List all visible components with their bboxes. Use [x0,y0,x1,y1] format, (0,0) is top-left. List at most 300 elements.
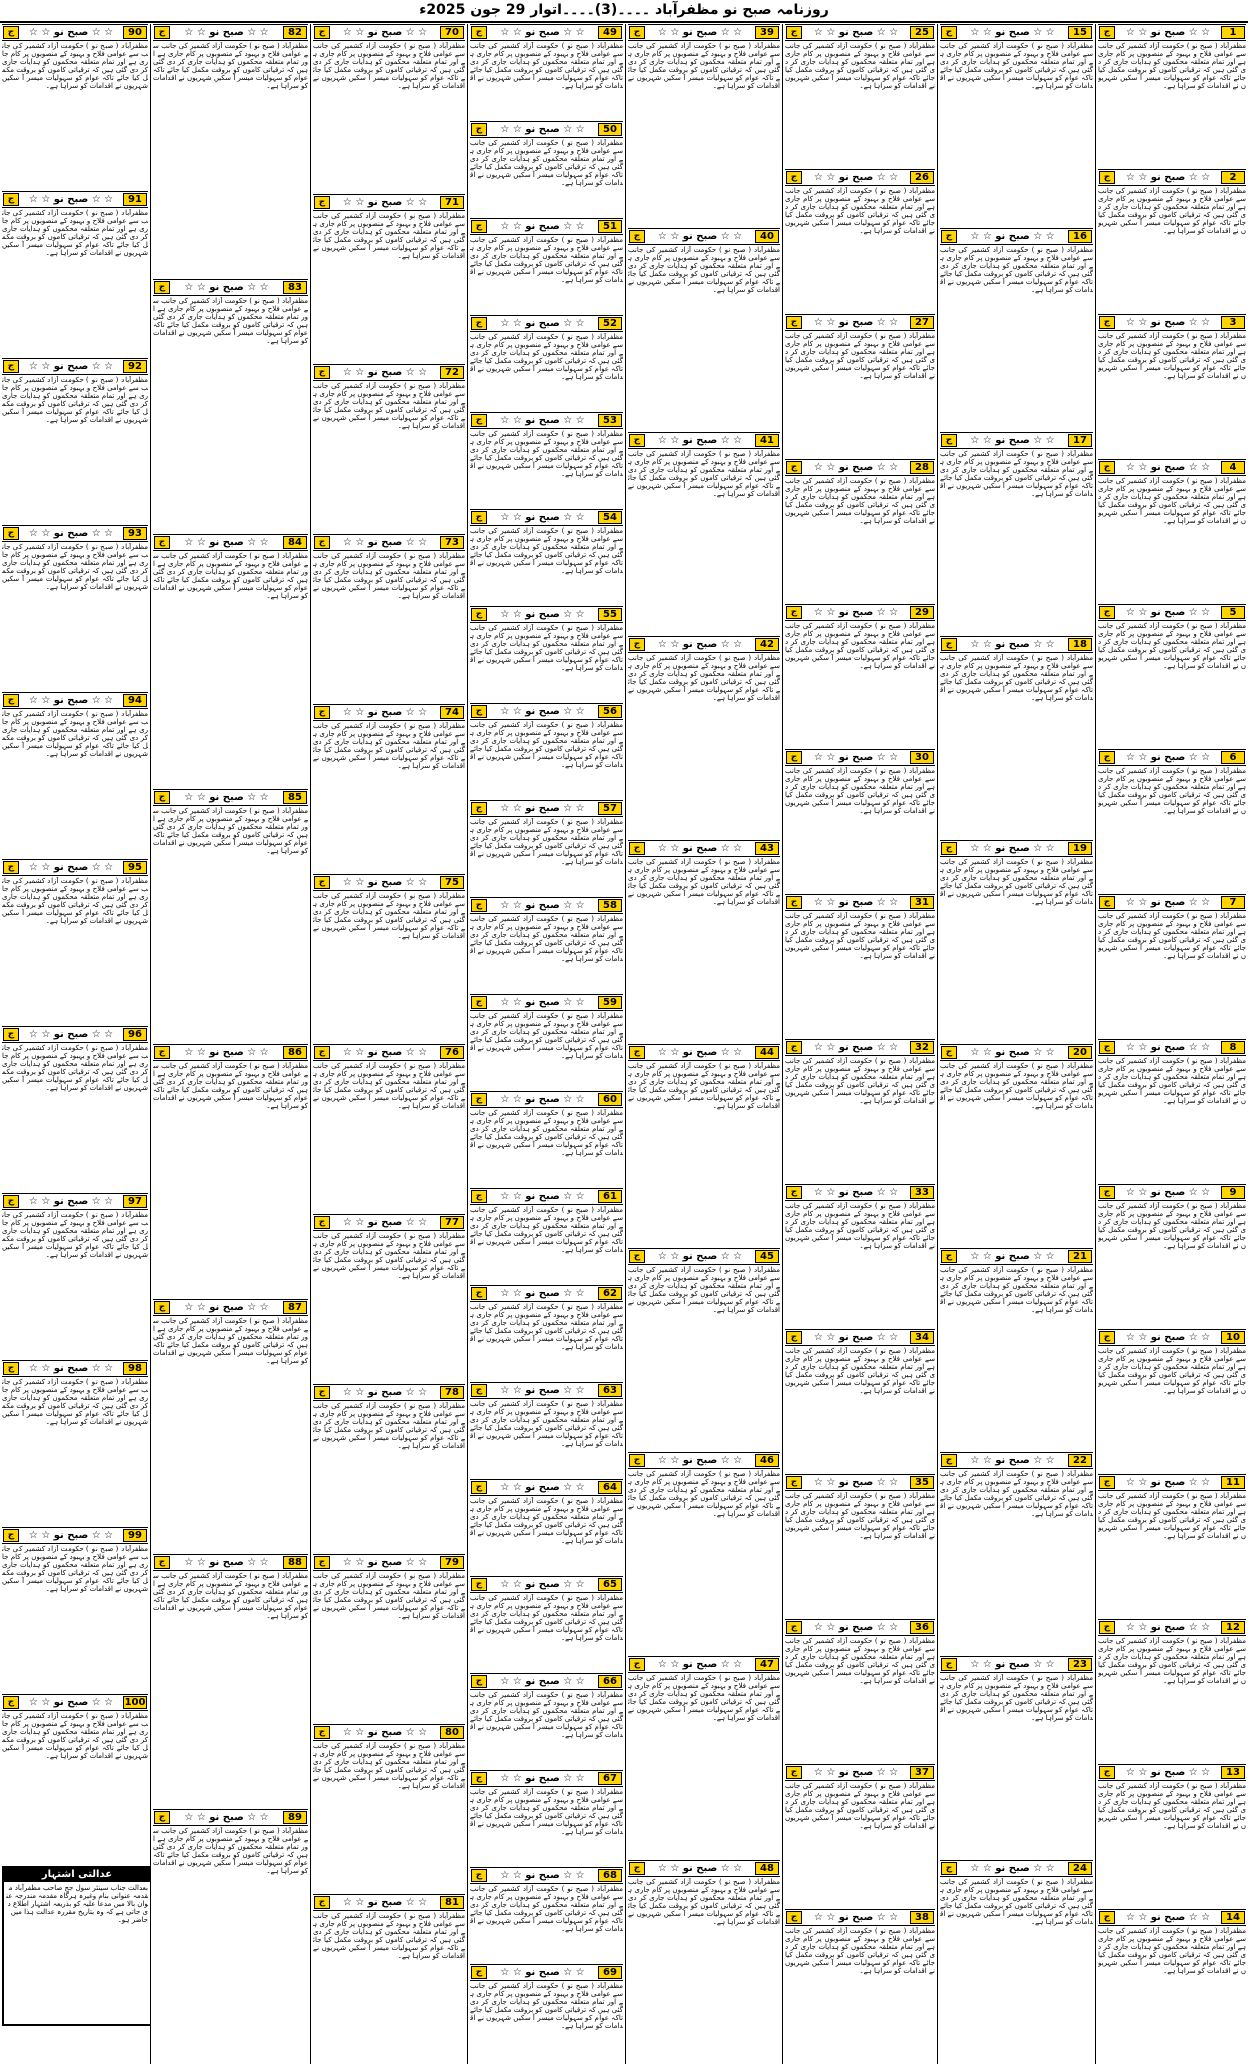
story-number: 61 [598,1190,622,1203]
news-story [940,1248,1093,1452]
story-header [628,1452,780,1469]
story-banner: ☆ ☆ صبح نو ☆ ☆ [1125,751,1211,763]
story-number: 72 [440,366,464,379]
story-header [1098,459,1246,476]
news-story [785,459,935,604]
news-story [1098,604,1246,749]
story-banner: ☆ ☆ صبح نو ☆ ☆ [1125,1766,1211,1778]
story-banner: ☆ ☆ صبح نو ☆ ☆ [813,1766,899,1778]
story-body: مظفرآباد ( صبح نو ) حکومت آزاد کشمیر کی جانب سے عوامی فلاح و بہبود کے منصوبوں پر کام جاری ہے اور تمام متعلقہ محکموں کو ہدایات جاری کر دی گئی ہیں کہ ترقیاتی کاموں کو بروقت مکمل کیا جائے تاکہ عوام کو سہولیات میسر آ سکیں شہریوں نے اقدامات کو سراہا ہے۔ [313,892,465,940]
story-number: 31 [910,896,934,909]
story-number: 29 [910,606,934,619]
news-story [1098,24,1246,169]
story-tag: ج [314,1726,330,1739]
news-story [785,1619,935,1764]
story-tag: ج [471,1675,487,1688]
news-story [153,24,308,279]
story-header [2,1026,148,1043]
story-tag: ج [471,1772,487,1785]
story-number: 81 [440,1896,464,1909]
story-body: مظفرآباد ( صبح نو ) حکومت آزاد کشمیر کی جانب سے عوامی فلاح و بہبود کے منصوبوں پر کام جاری ہے اور تمام متعلقہ محکموں کو ہدایات جاری کر دی گئی ہیں کہ ترقیاتی کاموں کو بروقت مکمل کیا جائے تاکہ عوام کو سہولیات میسر آ سکیں شہریوں نے اقدامات کو سراہا ہے۔ [313,42,465,90]
story-banner: ☆ ☆ صبح نو ☆ ☆ [342,1386,428,1398]
story-number: 91 [123,193,147,206]
news-story [313,874,465,1044]
news-story [470,800,623,897]
story-body: مظفرآباد ( صبح نو ) حکومت آزاد کشمیر کی جانب سے عوامی فلاح و بہبود کے منصوبوں پر کام جاری ہے اور تمام متعلقہ محکموں کو ہدایات جاری کر دی گئی ہیں کہ ترقیاتی کاموں کو بروقت مکمل کیا جائے تاکہ عوام کو سہولیات میسر آ سکیں شہریوں نے اقدامات کو سراہا ہے۔ [1098,767,1246,815]
story-banner: ☆ ☆ صبح نو ☆ ☆ [813,1476,899,1488]
news-story [470,1673,623,1770]
story-banner: ☆ ☆ صبح نو ☆ ☆ [28,1195,114,1207]
story-banner: ☆ ☆ صبح نو ☆ ☆ [657,1046,743,1058]
news-story [470,1964,623,2061]
story-header [2,1360,148,1377]
story-number: 89 [283,1811,307,1824]
story-banner: ☆ ☆ صبح نو ☆ ☆ [184,791,269,803]
story-tag: ج [314,706,330,719]
story-body: مظفرآباد ( صبح نو ) حکومت آزاد کشمیر کی جانب سے عوامی فلاح و بہبود کے منصوبوں پر کام جاری ہے اور تمام متعلقہ محکموں کو ہدایات جاری کر دی گئی ہیں کہ ترقیاتی کاموں کو بروقت مکمل کیا جائے تاکہ عوام کو سہولیات میسر آ سکیں شہریوں نے اقدامات کو سراہا ہے۔ [470,1206,623,1254]
story-banner: ☆ ☆ صبح نو ☆ ☆ [1125,896,1211,908]
story-tag: ج [1099,1476,1115,1489]
story-banner: ☆ ☆ صبح نو ☆ ☆ [657,434,743,446]
story-header [1098,894,1246,911]
story-tag: ج [314,1896,330,1909]
story-tag: ج [3,1195,19,1208]
news-story [1098,1619,1246,1764]
story-banner: ☆ ☆ صبح نو ☆ ☆ [813,26,899,38]
news-story [313,1384,465,1554]
story-number: 4 [1221,461,1245,474]
news-story [940,228,1093,432]
story-banner: ☆ ☆ صبح نو ☆ ☆ [500,899,585,911]
news-story [470,1479,623,1576]
story-number: 13 [1221,1766,1245,1779]
story-tag: ج [471,123,487,136]
story-number: 92 [123,360,147,373]
news-story [785,314,935,459]
story-number: 58 [598,899,622,912]
story-banner: ☆ ☆ صبح نو ☆ ☆ [28,193,114,205]
story-banner: ☆ ☆ صبح نو ☆ ☆ [500,608,585,620]
news-story [2,859,148,1026]
story-banner: ☆ ☆ صبح نو ☆ ☆ [813,751,899,763]
story-body: مظفرآباد ( صبح نو ) حکومت آزاد کشمیر کی جانب سے عوامی فلاح و بہبود کے منصوبوں پر کام جاری ہے اور تمام متعلقہ محکموں کو ہدایات جاری کر دی گئی ہیں کہ ترقیاتی کاموں کو بروقت مکمل کیا جائے تاکہ عوام کو سہولیات میسر آ سکیں شہریوں نے اقدامات کو سراہا ہے۔ [628,246,780,294]
story-number: 6 [1221,751,1245,764]
story-tag: ج [471,1869,487,1882]
story-body: مظفرآباد ( صبح نو ) حکومت آزاد کشمیر کی جانب سے عوامی فلاح و بہبود کے منصوبوں پر کام جاری ہے اور تمام متعلقہ محکموں کو ہدایات جاری کر دی گئی ہیں کہ ترقیاتی کاموں کو بروقت مکمل کیا جائے تاکہ عوام کو سہولیات میسر آ سکیں شہریوں نے اقدامات کو سراہا ہے۔ [313,722,465,770]
story-banner: ☆ ☆ صبح نو ☆ ☆ [500,705,585,717]
story-header [940,432,1093,449]
story-banner: ☆ ☆ صبح نو ☆ ☆ [970,1658,1055,1670]
story-tag: ج [1099,1331,1115,1344]
story-banner: ☆ ☆ صبح نو ☆ ☆ [184,1301,269,1313]
story-header [940,24,1093,41]
story-tag: ج [629,434,645,447]
story-body: مظفرآباد ( صبح نو ) حکومت آزاد کشمیر کی جانب سے عوامی فلاح و بہبود کے منصوبوں پر کام جاری ہے اور تمام متعلقہ محکموں کو ہدایات جاری کر دی گئی ہیں کہ ترقیاتی کاموں کو بروقت مکمل کیا جائے تاکہ عوام کو سہولیات میسر آ سکیں شہریوں نے اقدامات کو سراہا ہے۔ [313,1572,465,1620]
story-header [785,1184,935,1201]
story-number: 76 [440,1046,464,1059]
story-header [1098,1329,1246,1346]
story-header [153,1299,308,1316]
story-number: 14 [1221,1911,1245,1924]
news-story [2,1360,148,1527]
story-number: 79 [440,1556,464,1569]
story-tag: ج [786,1621,802,1634]
story-number: 56 [598,705,622,718]
news-story [628,1656,780,1860]
story-tag: ج [154,1046,170,1059]
story-tag: ج [941,1862,957,1875]
story-tag: ج [471,996,487,1009]
story-banner: ☆ ☆ صبح نو ☆ ☆ [500,1578,585,1590]
story-body: مظفرآباد ( صبح نو ) حکومت آزاد کشمیر کی جانب سے عوامی فلاح و بہبود کے منصوبوں پر کام جاری ہے اور تمام متعلقہ محکموں کو ہدایات جاری کر دی گئی ہیں کہ ترقیاتی کاموں کو بروقت مکمل کیا جائے تاکہ عوام کو سہولیات میسر آ سکیں شہریوں نے اقدامات کو سراہا ہے۔ [470,1982,623,2030]
news-story [153,1044,308,1299]
story-body: مظفرآباد ( صبح نو ) حکومت آزاد کشمیر کی جانب سے عوامی فلاح و بہبود کے منصوبوں پر کام جاری ہے اور تمام متعلقہ محکموں کو ہدایات جاری کر دی گئی ہیں کہ ترقیاتی کاموں کو بروقت مکمل کیا جائے تاکہ عوام کو سہولیات میسر آ سکیں شہریوں نے اقدامات کو سراہا ہے۔ [313,1912,465,1960]
story-header [785,1329,935,1346]
story-body: مظفرآباد ( صبح نو ) حکومت آزاد کشمیر کی جانب سے عوامی فلاح و بہبود کے منصوبوں پر کام جاری ہے اور تمام متعلقہ محکموں کو ہدایات جاری کر دی گئی ہیں کہ ترقیاتی کاموں کو بروقت مکمل کیا جائے تاکہ عوام کو سہولیات میسر آ سکیں شہریوں نے اقدامات کو سراہا ہے۔ [2,1712,148,1760]
story-tag: ج [629,1250,645,1263]
story-number: 57 [598,802,622,815]
news-story [313,1554,465,1724]
court-notice [2,1866,150,2026]
story-number: 53 [598,414,622,427]
story-header [1098,24,1246,41]
story-tag: ج [314,536,330,549]
story-body: مظفرآباد ( صبح نو ) حکومت آزاد کشمیر کی جانب سے عوامی فلاح و بہبود کے منصوبوں پر کام جاری ہے اور تمام متعلقہ محکموں کو ہدایات جاری کر دی گئی ہیں کہ ترقیاتی کاموں کو بروقت مکمل کیا جائے تاکہ عوام کو سہولیات میسر آ سکیں شہریوں نے اقدامات کو سراہا ہے۔ [470,1109,623,1157]
story-header [153,1044,308,1061]
story-header [470,412,623,429]
story-number: 75 [440,876,464,889]
story-banner: ☆ ☆ صبح نو ☆ ☆ [1125,1911,1211,1923]
news-story [2,1694,148,1861]
story-body: مظفرآباد ( صبح نو ) حکومت آزاد کشمیر کی جانب سے عوامی فلاح و بہبود کے منصوبوں پر کام جاری ہے اور تمام متعلقہ محکموں کو ہدایات جاری کر دی گئی ہیں کہ ترقیاتی کاموں کو بروقت مکمل کیا جائے تاکہ عوام کو سہولیات میسر آ سکیں شہریوں نے اقدامات کو سراہا ہے۔ [313,212,465,260]
story-tag: ج [471,899,487,912]
story-number: 42 [755,638,779,651]
story-body: مظفرآباد ( صبح نو ) حکومت آزاد کشمیر کی جانب سے عوامی فلاح و بہبود کے منصوبوں پر کام جاری ہے اور تمام متعلقہ محکموں کو ہدایات جاری کر دی گئی ہیں کہ ترقیاتی کاموں کو بروقت مکمل کیا جائے تاکہ عوام کو سہولیات میسر آ سکیں شہریوں نے اقدامات کو سراہا ہے۔ [153,1317,308,1365]
story-tag: ج [471,511,487,524]
story-body: مظفرآباد ( صبح نو ) حکومت آزاد کشمیر کی جانب سے عوامی فلاح و بہبود کے منصوبوں پر کام جاری ہے اور تمام متعلقہ محکموں کو ہدایات جاری کر دی گئی ہیں کہ ترقیاتی کاموں کو بروقت مکمل کیا جائے تاکہ عوام کو سہولیات میسر آ سکیں شہریوں نے اقدامات کو سراہا ہے۔ [1098,187,1246,235]
news-column [310,24,467,2064]
story-tag: ج [941,26,957,39]
story-banner: ☆ ☆ صبح نو ☆ ☆ [1125,171,1211,183]
story-banner: ☆ ☆ صبح نو ☆ ☆ [500,220,585,232]
story-number: 32 [910,1041,934,1054]
story-header [470,218,623,235]
news-story [628,1860,780,2064]
news-story [785,604,935,749]
story-header [470,1770,623,1787]
story-body: مظفرآباد ( صبح نو ) حکومت آزاد کشمیر کی جانب سے عوامی فلاح و بہبود کے منصوبوں پر کام جاری ہے اور تمام متعلقہ محکموں کو ہدایات جاری کر دی گئی ہیں کہ ترقیاتی کاموں کو بروقت مکمل کیا جائے تاکہ عوام کو سہولیات میسر آ سکیں شہریوں نے اقدامات کو سراہا ہے۔ [153,1572,308,1620]
story-body: مظفرآباد ( صبح نو ) حکومت آزاد کشمیر کی جانب سے عوامی فلاح و بہبود کے منصوبوں پر کام جاری ہے اور تمام متعلقہ محکموں کو ہدایات جاری کر دی گئی ہیں کہ ترقیاتی کاموں کو بروقت مکمل کیا جائے تاکہ عوام کو سہولیات میسر آ سکیں شہریوں نے اقدامات کو سراہا ہے۔ [785,187,935,235]
story-tag: ج [154,536,170,549]
news-story [785,1474,935,1619]
story-number: 15 [1068,26,1092,39]
story-header [470,800,623,817]
story-tag: ج [3,527,19,540]
story-body: مظفرآباد ( صبح نو ) حکومت آزاد کشمیر کی جانب سے عوامی فلاح و بہبود کے منصوبوں پر کام جاری ہے اور تمام متعلقہ محکموں کو ہدایات جاری کر دی گئی ہیں کہ ترقیاتی کاموں کو بروقت مکمل کیا جائے تاکہ عوام کو سہولیات میسر آ سکیں شہریوں نے اقدامات کو سراہا ہے۔ [470,721,623,769]
story-body: مظفرآباد ( صبح نو ) حکومت آزاد کشمیر کی جانب سے عوامی فلاح و بہبود کے منصوبوں پر کام جاری ہے اور تمام متعلقہ محکموں کو ہدایات جاری کر دی گئی ہیں کہ ترقیاتی کاموں کو بروقت مکمل کیا جائے تاکہ عوام کو سہولیات میسر آ سکیں شہریوں نے اقدامات کو سراہا ہے۔ [785,912,935,960]
story-body: مظفرآباد ( صبح نو ) حکومت آزاد کشمیر کی جانب سے عوامی فلاح و بہبود کے منصوبوں پر کام جاری ہے اور تمام متعلقہ محکموں کو ہدایات جاری کر دی گئی ہیں کہ ترقیاتی کاموں کو بروقت مکمل کیا جائے تاکہ عوام کو سہولیات میسر آ سکیں شہریوں نے اقدامات کو سراہا ہے۔ [153,552,308,600]
news-story [470,315,623,412]
story-number: 46 [755,1454,779,1467]
story-header [1098,169,1246,186]
story-body: مظفرآباد ( صبح نو ) حکومت آزاد کشمیر کی جانب سے عوامی فلاح و بہبود کے منصوبوں پر کام جاری ہے اور تمام متعلقہ محکموں کو ہدایات جاری کر دی گئی ہیں کہ ترقیاتی کاموں کو بروقت مکمل کیا جائے تاکہ عوام کو سہولیات میسر آ سکیں شہریوں نے اقدامات کو سراہا ہے۔ [940,1878,1093,1926]
story-banner: ☆ ☆ صبح نو ☆ ☆ [342,26,428,38]
story-tag: ج [786,461,802,474]
story-tag: ج [1099,1186,1115,1199]
story-header [153,24,308,41]
story-tag: ج [471,317,487,330]
story-tag: ج [1099,461,1115,474]
story-tag: ج [629,1454,645,1467]
story-body: مظفرآباد ( صبح نو ) حکومت آزاد کشمیر کی جانب سے عوامی فلاح و بہبود کے منصوبوں پر کام جاری ہے اور تمام متعلقہ محکموں کو ہدایات جاری کر دی گئی ہیں کہ ترقیاتی کاموں کو بروقت مکمل کیا جائے تاکہ عوام کو سہولیات میسر آ سکیں شہریوں نے اقدامات کو سراہا ہے۔ [628,1062,780,1110]
story-tag: ج [3,360,19,373]
story-number: 88 [283,1556,307,1569]
story-tag: ج [1099,171,1115,184]
news-story [313,1894,465,2064]
story-header [785,1039,935,1056]
news-story [313,1724,465,1894]
story-header [153,1554,308,1571]
news-story [785,1039,935,1184]
story-header [470,1673,623,1690]
story-header [470,1479,623,1496]
story-number: 52 [598,317,622,330]
story-number: 17 [1068,434,1092,447]
story-number: 37 [910,1766,934,1779]
story-number: 39 [755,26,779,39]
story-banner: ☆ ☆ صبح نو ☆ ☆ [970,638,1055,650]
story-banner: ☆ ☆ صبح نو ☆ ☆ [500,317,585,329]
story-header [628,1656,780,1673]
news-story [1098,314,1246,459]
story-banner: ☆ ☆ صبح نو ☆ ☆ [1125,1331,1211,1343]
story-tag: ج [786,1186,802,1199]
story-header [628,1044,780,1061]
story-tag: ج [941,1046,957,1059]
news-story [470,897,623,994]
news-story [628,840,780,1044]
news-story [2,1193,148,1360]
story-tag: ج [471,220,487,233]
story-body: مظفرآباد ( صبح نو ) حکومت آزاد کشمیر کی جانب سے عوامی فلاح و بہبود کے منصوبوں پر کام جاری ہے اور تمام متعلقہ محکموں کو ہدایات جاری کر دی گئی ہیں کہ ترقیاتی کاموں کو بروقت مکمل کیا جائے تاکہ عوام کو سہولیات میسر آ سکیں شہریوں نے اقدامات کو سراہا ہے۔ [785,42,935,90]
story-number: 3 [1221,316,1245,329]
story-tag: ج [471,1966,487,1979]
story-number: 48 [755,1862,779,1875]
story-number: 49 [598,26,622,39]
story-header [470,1964,623,1981]
story-body: مظفرآباد ( صبح نو ) حکومت آزاد کشمیر کی جانب سے عوامی فلاح و بہبود کے منصوبوں پر کام جاری ہے اور تمام متعلقہ محکموں کو ہدایات جاری کر دی گئی ہیں کہ ترقیاتی کاموں کو بروقت مکمل کیا جائے تاکہ عوام کو سہولیات میسر آ سکیں شہریوں نے اقدامات کو سراہا ہے۔ [153,807,308,855]
story-number: 96 [123,1028,147,1041]
story-tag: ج [629,1046,645,1059]
story-banner: ☆ ☆ صبح نو ☆ ☆ [184,1811,269,1823]
news-story [470,1188,623,1285]
story-banner: ☆ ☆ صبح نو ☆ ☆ [500,511,585,523]
story-tag: ج [786,1476,802,1489]
story-tag: ج [154,1556,170,1569]
story-body: مظفرآباد ( صبح نو ) حکومت آزاد کشمیر کی جانب سے عوامی فلاح و بہبود کے منصوبوں پر کام جاری ہے اور تمام متعلقہ محکموں کو ہدایات جاری کر دی گئی ہیں کہ ترقیاتی کاموں کو بروقت مکمل کیا جائے تاکہ عوام کو سہولیات میسر آ سکیں شہریوں نے اقدامات کو سراہا ہے۔ [785,1782,935,1830]
story-number: 68 [598,1869,622,1882]
story-header [1098,749,1246,766]
story-body: مظفرآباد ( صبح نو ) حکومت آزاد کشمیر کی جانب سے عوامی فلاح و بہبود کے منصوبوں پر کام جاری ہے اور تمام متعلقہ محکموں کو ہدایات جاری کر دی گئی ہیں کہ ترقیاتی کاموں کو بروقت مکمل کیا جائے تاکہ عوام کو سہولیات میسر آ سکیں شہریوں نے اقدامات کو سراہا ہے۔ [470,624,623,672]
story-banner: ☆ ☆ صبح نو ☆ ☆ [813,606,899,618]
story-number: 16 [1068,230,1092,243]
story-number: 55 [598,608,622,621]
news-story [2,24,148,191]
story-header [313,1044,465,1061]
story-banner: ☆ ☆ صبح نو ☆ ☆ [28,527,114,539]
story-header [628,840,780,857]
news-story [1098,1184,1246,1329]
story-header [940,1860,1093,1877]
story-number: 2 [1221,171,1245,184]
story-header [2,24,148,41]
story-tag: ج [786,1911,802,1924]
story-number: 95 [123,861,147,874]
story-body: مظفرآباد ( صبح نو ) حکومت آزاد کشمیر کی جانب سے عوامی فلاح و بہبود کے منصوبوں پر کام جاری ہے اور تمام متعلقہ محکموں کو ہدایات جاری کر دی گئی ہیں کہ ترقیاتی کاموں کو بروقت مکمل کیا جائے تاکہ عوام کو سہولیات میسر آ سکیں شہریوں نے اقدامات کو سراہا ہے۔ [1098,912,1246,960]
story-tag: ج [314,876,330,889]
story-body: مظفرآباد ( صبح نو ) حکومت آزاد کشمیر کی جانب سے عوامی فلاح و بہبود کے منصوبوں پر کام جاری ہے اور تمام متعلقہ محکموں کو ہدایات جاری کر دی گئی ہیں کہ ترقیاتی کاموں کو بروقت مکمل کیا جائے تاکہ عوام کو سہولیات میسر آ سکیں شہریوں نے اقدامات کو سراہا ہے۔ [153,1062,308,1110]
news-story [470,24,623,121]
story-tag: ج [471,1093,487,1106]
story-banner: ☆ ☆ صبح نو ☆ ☆ [1125,606,1211,618]
story-tag: ج [154,791,170,804]
story-tag: ج [786,1766,802,1779]
story-banner: ☆ ☆ صبح نو ☆ ☆ [342,366,428,378]
story-number: 7 [1221,896,1245,909]
news-story [470,1770,623,1867]
news-story [470,509,623,606]
story-banner: ☆ ☆ صبح نو ☆ ☆ [28,1028,114,1040]
story-banner: ☆ ☆ صبح نو ☆ ☆ [970,1046,1055,1058]
story-body: مظفرآباد ( صبح نو ) حکومت آزاد کشمیر کی جانب سے عوامی فلاح و بہبود کے منصوبوں پر کام جاری ہے اور تمام متعلقہ محکموں کو ہدایات جاری کر دی گئی ہیں کہ ترقیاتی کاموں کو بروقت مکمل کیا جائے تاکہ عوام کو سہولیات میسر آ سکیں شہریوں نے اقدامات کو سراہا ہے۔ [1098,1347,1246,1395]
story-number: 84 [283,536,307,549]
story-banner: ☆ ☆ صبح نو ☆ ☆ [184,26,269,38]
story-header [470,121,623,138]
story-number: 12 [1221,1621,1245,1634]
story-header [628,228,780,245]
story-number: 33 [910,1186,934,1199]
story-tag: ج [941,230,957,243]
story-number: 90 [123,26,147,39]
story-number: 69 [598,1966,622,1979]
story-header [313,1384,465,1401]
story-body: مظفرآباد ( صبح نو ) حکومت آزاد کشمیر کی جانب سے عوامی فلاح و بہبود کے منصوبوں پر کام جاری ہے اور تمام متعلقہ محکموں کو ہدایات جاری کر دی گئی ہیں کہ ترقیاتی کاموں کو بروقت مکمل کیا جائے تاکہ عوام کو سہولیات میسر آ سکیں شہریوں نے اقدامات کو سراہا ہے۔ [470,333,623,381]
news-story [313,24,465,194]
story-tag: ج [786,606,802,619]
story-banner: ☆ ☆ صبح نو ☆ ☆ [1125,1041,1211,1053]
story-tag: ج [941,1658,957,1671]
story-tag: ج [1099,606,1115,619]
story-tag: ج [471,1481,487,1494]
story-tag: ج [941,638,957,651]
story-header [153,1809,308,1826]
story-tag: ج [314,1556,330,1569]
story-number: 77 [440,1216,464,1229]
news-story [1098,1764,1246,1909]
story-banner: ☆ ☆ صبح نو ☆ ☆ [813,1621,899,1633]
story-tag: ج [629,638,645,651]
story-body: مظفرآباد ( صبح نو ) حکومت آزاد کشمیر کی جانب سے عوامی فلاح و بہبود کے منصوبوں پر کام جاری ہے اور تمام متعلقہ محکموں کو ہدایات جاری کر دی گئی ہیں کہ ترقیاتی کاموں کو بروقت مکمل کیا جائے تاکہ عوام کو سہولیات میسر آ سکیں شہریوں نے اقدامات کو سراہا ہے۔ [470,1012,623,1060]
news-story [470,1285,623,1382]
news-story [940,1044,1093,1248]
story-body: مظفرآباد ( صبح نو ) حکومت آزاد کشمیر کی جانب سے عوامی فلاح و بہبود کے منصوبوں پر کام جاری ہے اور تمام متعلقہ محکموں کو ہدایات جاری کر دی گئی ہیں کہ ترقیاتی کاموں کو بروقت مکمل کیا جائے تاکہ عوام کو سہولیات میسر آ سکیں شہریوں نے اقدامات کو سراہا ہے۔ [470,818,623,866]
story-body: مظفرآباد ( صبح نو ) حکومت آزاد کشمیر کی جانب سے عوامی فلاح و بہبود کے منصوبوں پر کام جاری ہے اور تمام متعلقہ محکموں کو ہدایات جاری کر دی گئی ہیں کہ ترقیاتی کاموں کو بروقت مکمل کیا جائے تاکہ عوام کو سہولیات میسر آ سکیں شہریوں نے اقدامات کو سراہا ہے۔ [785,1057,935,1105]
story-banner: ☆ ☆ صبح نو ☆ ☆ [657,638,743,650]
story-banner: ☆ ☆ صبح نو ☆ ☆ [1125,461,1211,473]
story-header [785,1764,935,1781]
story-banner: ☆ ☆ صبح نو ☆ ☆ [500,414,585,426]
story-banner: ☆ ☆ صبح نو ☆ ☆ [813,896,899,908]
story-banner: ☆ ☆ صبح نو ☆ ☆ [500,1675,585,1687]
news-story [940,1656,1093,1860]
story-tag: ج [471,608,487,621]
story-body: مظفرآباد ( صبح نو ) حکومت آزاد کشمیر کی جانب سے عوامی فلاح و بہبود کے منصوبوں پر کام جاری ہے اور تمام متعلقہ محکموں کو ہدایات جاری کر دی گئی ہیں کہ ترقیاتی کاموں کو بروقت مکمل کیا جائے تاکہ عوام کو سہولیات میسر آ سکیں شہریوں نے اقدامات کو سراہا ہے۔ [1098,477,1246,525]
news-story [1098,459,1246,604]
news-story [628,24,780,228]
story-number: 28 [910,461,934,474]
story-header [153,279,308,296]
story-tag: ج [314,366,330,379]
story-header [313,1724,465,1741]
news-story [940,1452,1093,1656]
news-story [153,789,308,1044]
news-story [470,218,623,315]
story-number: 51 [598,220,622,233]
news-story [628,228,780,432]
story-header [313,1214,465,1231]
story-number: 74 [440,706,464,719]
story-header [153,789,308,806]
news-story [1098,1329,1246,1474]
story-tag: ج [154,26,170,39]
story-header [1098,1184,1246,1201]
story-number: 62 [598,1287,622,1300]
story-number: 36 [910,1621,934,1634]
news-story [628,1248,780,1452]
story-tag: ج [314,1216,330,1229]
story-tag: ج [1099,1041,1115,1054]
story-header [313,534,465,551]
story-header [470,1188,623,1205]
news-story [1098,749,1246,894]
story-tag: ج [3,26,19,39]
story-header [785,24,935,41]
news-column [937,24,1095,2064]
story-banner: ☆ ☆ صبح نو ☆ ☆ [500,1772,585,1784]
story-banner: ☆ ☆ صبح نو ☆ ☆ [500,802,585,814]
story-banner: ☆ ☆ صبح نو ☆ ☆ [500,26,585,38]
story-tag: ج [1099,896,1115,909]
story-banner: ☆ ☆ صبح نو ☆ ☆ [970,26,1055,38]
story-number: 85 [283,791,307,804]
story-banner: ☆ ☆ صبح نو ☆ ☆ [500,1287,585,1299]
story-number: 86 [283,1046,307,1059]
story-number: 65 [598,1578,622,1591]
story-number: 18 [1068,638,1092,651]
story-header [785,1619,935,1636]
story-banner: ☆ ☆ صبح نو ☆ ☆ [342,196,428,208]
news-story [628,1452,780,1656]
story-number: 60 [598,1093,622,1106]
story-body: مظفرآباد ( صبح نو ) حکومت آزاد کشمیر کی جانب سے عوامی فلاح و بہبود کے منصوبوں پر کام جاری ہے اور تمام متعلقہ محکموں کو ہدایات جاری کر دی گئی ہیں کہ ترقیاتی کاموں کو بروقت مکمل کیا جائے تاکہ عوام کو سہولیات میسر آ سکیں شہریوں نے اقدامات کو سراہا ہے۔ [2,710,148,758]
story-number: 25 [910,26,934,39]
story-body: مظفرآباد ( صبح نو ) حکومت آزاد کشمیر کی جانب سے عوامی فلاح و بہبود کے منصوبوں پر کام جاری ہے اور تمام متعلقہ محکموں کو ہدایات جاری کر دی گئی ہیں کہ ترقیاتی کاموں کو بروقت مکمل کیا جائے تاکہ عوام کو سہولیات میسر آ سکیں شہریوں نے اقدامات کو سراہا ہے۔ [470,1497,623,1545]
news-story [313,1044,465,1214]
news-story [785,1329,935,1474]
story-body: مظفرآباد ( صبح نو ) حکومت آزاد کشمیر کی جانب سے عوامی فلاح و بہبود کے منصوبوں پر کام جاری ہے اور تمام متعلقہ محکموں کو ہدایات جاری کر دی گئی ہیں کہ ترقیاتی کاموں کو بروقت مکمل کیا جائے تاکہ عوام کو سہولیات میسر آ سکیں شہریوں نے اقدامات کو سراہا ہے۔ [313,1062,465,1110]
story-header [785,894,935,911]
story-tag: ج [941,842,957,855]
